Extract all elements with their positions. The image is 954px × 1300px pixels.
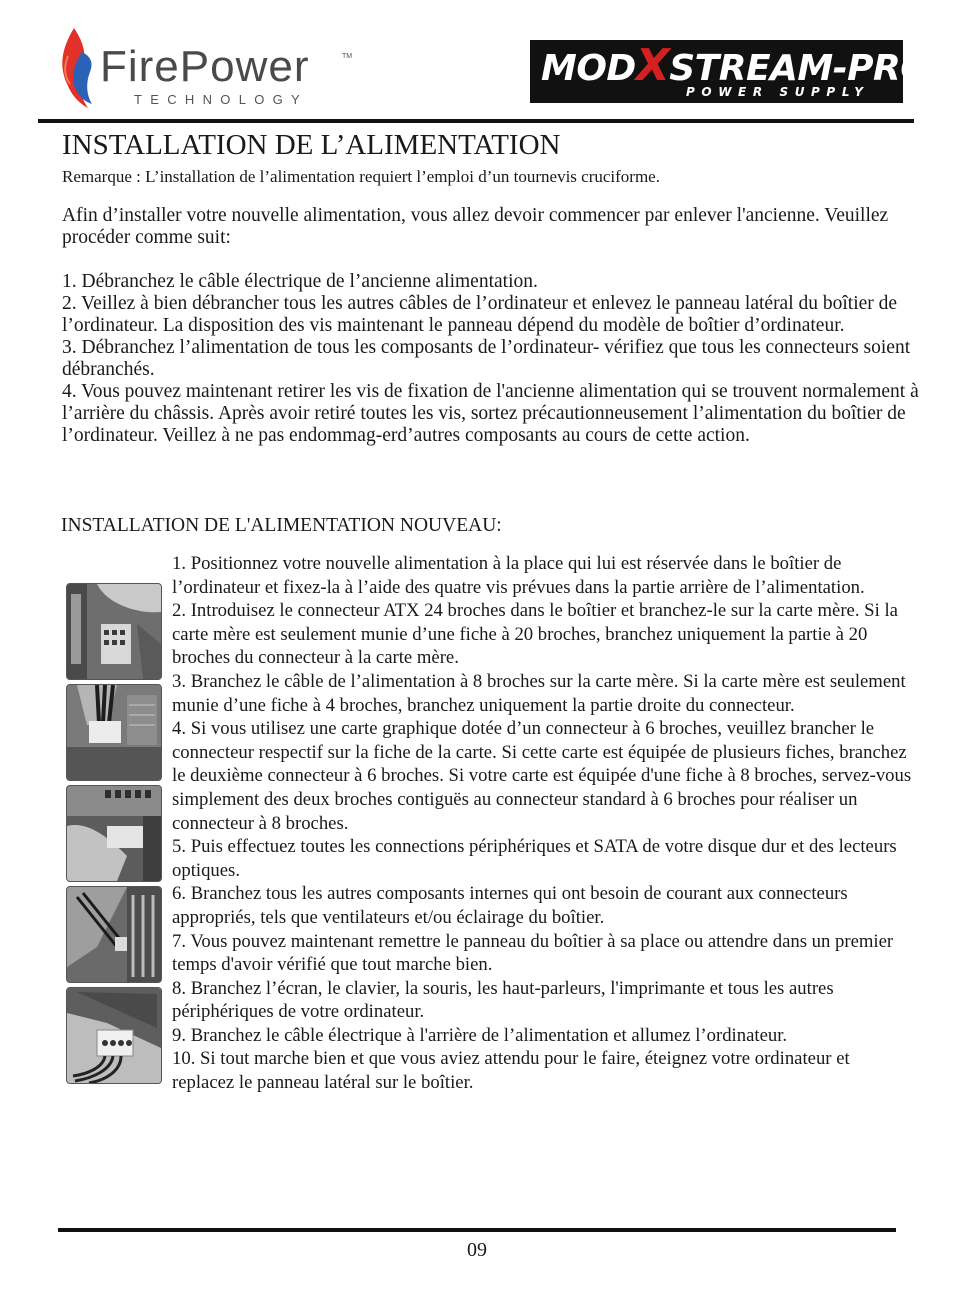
flame-logo-icon — [58, 26, 98, 110]
brand-title-part2: STREAM-PRO — [669, 48, 931, 89]
brand-title-part1: MOD — [541, 48, 636, 89]
bottom-divider — [58, 1228, 896, 1232]
cpu-8pin-photo — [66, 684, 162, 781]
pcie-connector-photo — [66, 785, 162, 882]
removal-step: 4. Vous pouvez maintenant retirer les vis de fixation de l'ancienne alimentation qui se trouvent normalement à l’arrière du châssis. Après avoir retiré toutes les vis, sortez précautionneusement l’alimentation du boîtier de l’ordinateur. Veillez à ne pas endommag-erd’autres composants au cours de cette action. — [62, 381, 919, 446]
install-step: 9. Branchez le câble électrique à l'arrière de l’alimentation et allumez l’ordinateur. — [172, 1024, 788, 1046]
install-step: 1. Positionnez votre nouvelle alimentation à la place qui lui est réservée dans le boîtier de l’ordinateur et fixez-la à l’aide des quatre vis prévues dans la partie arrière de l’alimentation. — [172, 553, 865, 598]
install-step: 6. Branchez tous les autres composants internes qui ont besoin de courant aux connecteurs appropriés, tels que ventilateurs et/ou éclairage du boîtier. — [172, 883, 848, 928]
top-divider — [38, 119, 914, 123]
page-title: INSTALLATION DE L’ALIMENTATION — [62, 129, 561, 161]
intro-paragraph: Afin d’installer votre nouvelle alimentation, vous allez devoir commencer par enlever l'ancienne. Veuillez procéder comme suit: — [62, 205, 889, 248]
firepower-wordmark: FirePower — [100, 42, 310, 91]
molex-connector-photo — [66, 987, 162, 1084]
install-step: 2. Introduisez le connecteur ATX 24 broches dans le boîtier et branchez-le sur la carte mère. Si la carte mère est seulement munie d’une fiche à 20 broches, branchez uniquement la partie à 20 broches du connecteur à la carte mère. — [172, 600, 898, 669]
install-step: 4. Si vous utilisez une carte graphique dotée d’un connecteur à 6 broches, veuillez brancher le connecteur respectif sur la fiche de la carte. Si cette carte est équipée de plusieurs fiches, branchez le deuxième connecteur à 6 broches. Si votre carte est équipée d'une fiche à 8 broches, servez-vous simplement des deux broches contiguës au connecteur standard à 6 broches pour réaliser un connecteur à 8 broches. — [172, 718, 912, 834]
removal-step: 1. Débranchez le câble électrique de l’ancienne alimentation. — [62, 271, 538, 292]
brand-title — [541, 40, 931, 91]
sata-connector-photo — [66, 886, 162, 983]
install-heading: INSTALLATION DE L'ALIMENTATION NOUVEAU: — [61, 515, 502, 536]
install-step: 10. Si tout marche bien et que vous aviez attendu pour le faire, éteignez votre ordinateur et replacez le panneau latéral sur le boîtier. — [172, 1048, 850, 1094]
removal-step: 2. Veillez à bien débrancher tous les autres câbles de l’ordinateur et enlevez le panneau latéral du boîtier de l’ordinateur. La disposition des vis maintenant le panneau dépend du modèle de boîtier d’ordinateur. — [62, 293, 898, 336]
page-number: 09 — [467, 1239, 487, 1261]
logo-subtitle: TECHNOLOGY — [134, 92, 309, 107]
install-step: 3. Branchez le câble de l’alimentation à 8 broches sur la carte mère. Si la carte mère est seulement munie d’une fiche à 4 broches, branchez uniquement la partie droite du connecteur. — [172, 670, 906, 716]
atx-connector-photo — [66, 583, 162, 680]
install-step: 5. Puis effectuez toutes les connections périphériques et SATA de votre disque dur et des lecteurs optiques. — [172, 836, 897, 881]
install-steps — [172, 552, 912, 1095]
trademark-symbol: TM — [342, 53, 353, 60]
removal-step: 3. Débranchez l’alimentation de tous les composants de l’ordinateur- vérifiez que tous les connecteurs soient débranchés. — [62, 337, 911, 380]
install-step: 8. Branchez l’écran, le clavier, la souris, les haut-parleurs, l'imprimante et tous les autres périphériques de votre ordinateur. — [172, 977, 834, 1023]
brand-title-x: X — [635, 40, 670, 91]
removal-steps — [62, 271, 922, 447]
remark-note: Remarque : L’installation de l’alimentation requiert l’emploi d’un tournevis cruciforme. — [62, 167, 660, 186]
install-step: 7. Vous pouvez maintenant remettre le panneau du boîtier à sa place ou attendre dans un premier temps d'avoir vérifié que tout marche bien. — [172, 930, 894, 976]
brand-subtitle: POWER SUPPLY — [686, 85, 870, 99]
